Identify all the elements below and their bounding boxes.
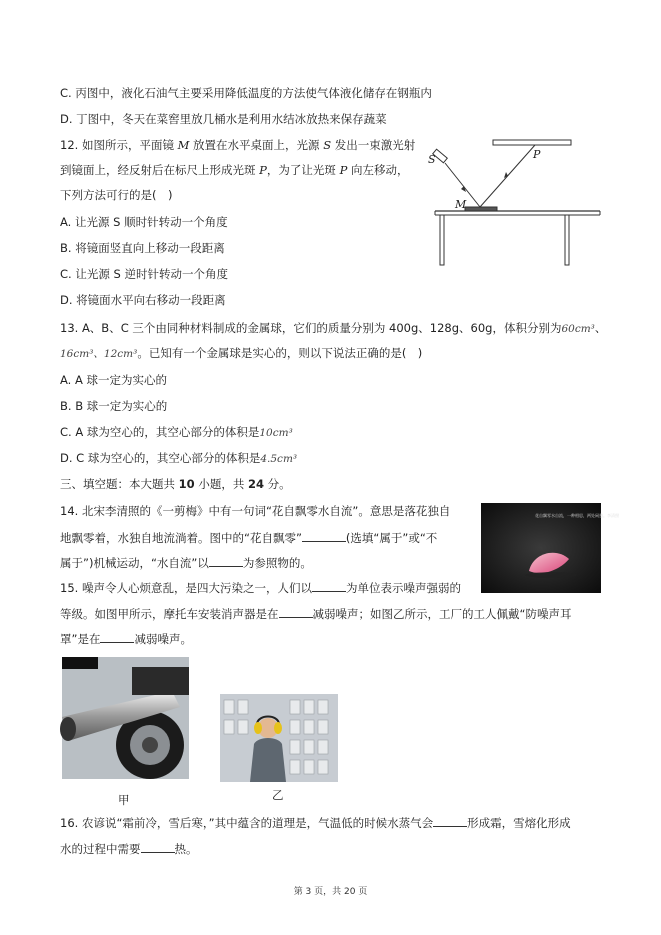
q13-option-b: B. B 球一定为实心的 [60,399,168,413]
q11-option-d: D. 丁图中，冬天在菜窖里放几桶水是利用水结冰放热来保存蔬菜 [60,112,387,126]
motorcycle-muffler-image [62,657,189,779]
q15-line1: 15. 噪声令人心烦意乱，是四大污染之一，人们以 为单位表示噪声强弱的 [60,581,461,595]
q15-blank-3[interactable] [100,631,134,643]
factory-worker-earmuffs-image [220,694,338,782]
label-m: M [455,198,467,211]
page-footer: 第 3 页，共 20 页 [293,887,368,897]
q15-line3: 罩”是在 减弱噪声。 [60,632,192,646]
q12-stem-line1: 12. 如图所示，平面镜 M 放置在水平桌面上，光源 S 发出一束激光射 [60,138,416,152]
plane-mirror [465,207,497,211]
caption-jia: 甲 [118,793,130,807]
q14-line2: 地飘零着，水独自地流淌着。图中的“花自飘零” (选填“属于”或“不 [60,531,438,545]
q14-line1: 14. 北宋李清照的《一剪梅》中有一句词“花自飘零水自流”。意思是落花独自 [60,504,451,518]
q12-option-d: D. 将镜面水平向右移动一段距离 [60,293,226,307]
q12-stem-line2: 到镜面上，经反射后在标尺上形成光斑 P，为了让光斑 P 向左移动， [60,163,409,177]
label-s: S [428,153,436,166]
q15-blank-1[interactable] [312,580,346,592]
q16-line2: 水的过程中需要 热。 [60,842,198,856]
q13-option-c: C. A 球为空心的，其空心部分的体积是10cm³ [60,425,293,439]
q13-option-d: D. C 球为空心的，其空心部分的体积是4.5cm³ [60,451,298,465]
q16-blank-2[interactable] [141,841,175,853]
q16-blank-1[interactable] [433,815,467,827]
q14-line3: 属于”)机械运动，“水自流”以 为参照物的。 [60,556,312,570]
q16-line1: 16. 农谚说“霜前冷，雪后寒，”其中蕴含的道理是，气温低的时候水蒸气会 形成霜，雪熔化形成 [60,816,571,830]
table-leg-right [565,215,569,265]
q13-option-a: A. A 球一定为实心的 [60,373,167,387]
q14-blank-2[interactable] [209,555,243,567]
q15-line2: 等级。如图甲所示，摩托车安装消声器是在 减弱噪声；如图乙所示，工厂的工人佩戴“防噪声耳 [60,607,572,621]
q15-blank-2[interactable] [279,606,313,618]
q12-option-c: C. 让光源 S 逆时针转动一个角度 [60,267,228,281]
label-p: P [533,148,541,161]
scale-ruler [493,140,571,145]
q12-stem-line3: 下列方法可行的是( ) [60,188,173,202]
poem-text: 花自飘零水自流，一种相思，两处闲愁。李清照 [535,513,619,518]
table-leg-left [440,215,444,265]
mirror-reflection-diagram [425,135,605,270]
caption-yi: 乙 [272,788,284,802]
falling-petal-image [481,503,619,593]
q13-stem-line1: 13. A、B、C 三个由同种材料制成的金属球，它们的质量分别为 400g、128g、60g，体积分别为60cm³、 [60,321,607,335]
q12-option-b: B. 将镜面竖直向上移动一段距离 [60,241,225,255]
section-3-heading: 三、填空题：本大题共 10 小题，共 24 分。 [60,477,291,491]
q12-option-a: A. 让光源 S 顺时针转动一个角度 [60,215,228,229]
q14-blank-1[interactable] [302,530,346,542]
q11-option-c: C. 丙图中，液化石油气主要采用降低温度的方法使气体液化储存在钢瓶内 [60,86,432,100]
q13-stem-line2: 16cm³、12cm³。已知有一个金属球是实心的，则以下说法正确的是( ) [60,346,423,360]
